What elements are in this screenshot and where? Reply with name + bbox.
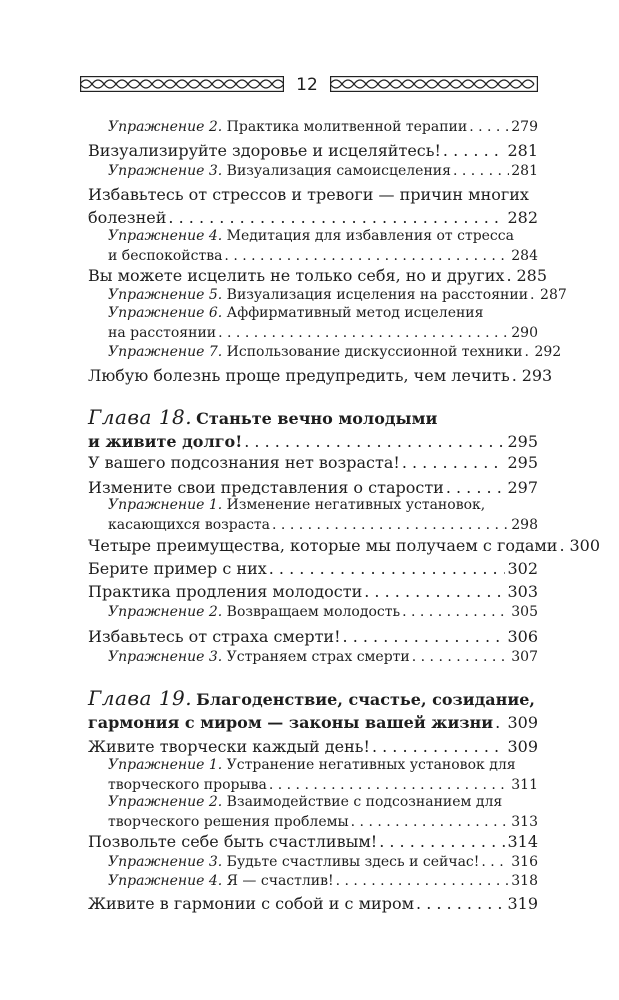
toc-section-entry[interactable]: У вашего подсознания нет возраста! . . . 295 (88, 451, 538, 474)
toc-chapter-entry[interactable]: Глава 18. Станьте вечно молодыми и живите долго! . . . 295 (88, 406, 538, 453)
celtic-knot-border-icon (330, 76, 538, 92)
toc-section-entry[interactable]: Вы можете исцелить не только себя, но и других . . . 285 (88, 264, 538, 287)
toc-exercise-entry[interactable]: Упражнение 3. Устраняем страх смерти . . . 307 (108, 647, 538, 667)
toc-section-entry[interactable]: Четыре преимущества, которые мы получаем с годами . . . 300 (88, 534, 538, 557)
chapter-label: Глава 19. (88, 686, 193, 710)
toc-section-entry[interactable]: Избавьтесь от страха смерти! . . . 306 (88, 625, 538, 648)
toc-section-entry[interactable]: Визуализируйте здоровье и исцеляйтесь! . . . 281 (88, 139, 538, 162)
running-header (80, 72, 538, 102)
toc-exercise-entry[interactable]: Упражнение 3. Будьте счастливы здесь и сейчас! . . . 316 (108, 852, 538, 872)
toc-exercise-entry[interactable]: Упражнение 2. Взаимодействие с подсознанием для творческого решения проблемы . . . 313 (108, 792, 538, 832)
toc-section-entry[interactable]: Практика продления молодости . . . 303 (88, 580, 538, 603)
toc-section-entry[interactable]: Берите пример с них . . . 302 (88, 557, 538, 580)
toc-exercise-entry[interactable]: Упражнение 3. Визуализация самоисцеления . . . 281 (108, 161, 538, 181)
toc-section-entry[interactable]: Живите в гармонии с собой и с миром . . . 319 (88, 892, 538, 915)
page-number: 12 (296, 75, 318, 95)
toc-exercise-entry[interactable]: Упражнение 4. Медитация для избавления от стресса и беспокойства . . . 284 (108, 226, 538, 266)
toc-chapter-entry[interactable]: Глава 19. Благоденствие, счастье, созидание, гармония с миром — законы вашей жизни . . . 309 (88, 687, 538, 734)
toc-exercise-entry[interactable]: Упражнение 2. Практика молитвенной терапии . . . 279 (108, 117, 538, 137)
celtic-knot-border-icon (80, 76, 284, 92)
toc-section-entry[interactable]: Измените свои представления о старости . . . 297 (88, 476, 538, 499)
toc-exercise-entry[interactable]: Упражнение 2. Возвращаем молодость . . . 305 (108, 602, 538, 622)
toc-exercise-entry[interactable]: Упражнение 6. Аффирмативный метод исцеления на расстоянии . . . 290 (108, 303, 538, 343)
toc-exercise-entry[interactable]: Упражнение 1. Устранение негативных установок для творческого прорыва . . . 311 (108, 755, 538, 795)
toc-section-entry[interactable]: Позвольте себе быть счастливым! . . . 314 (88, 830, 538, 853)
toc-section-entry[interactable]: Избавьтесь от стрессов и тревоги — причин многих болезней . . . 282 (88, 183, 538, 229)
chapter-label: Глава 18. (88, 405, 193, 429)
toc-section-entry[interactable]: Живите творчески каждый день! . . . 309 (88, 735, 538, 758)
toc-exercise-entry[interactable]: Упражнение 5. Визуализация исцеления на расстоянии . . . 287 (108, 285, 538, 305)
toc-exercise-entry[interactable]: Упражнение 4. Я — счастлив! . . . 318 (108, 871, 538, 891)
toc-exercise-entry[interactable]: Упражнение 1. Изменение негативных установок, касающихся возраста . . . 298 (108, 495, 538, 535)
toc-exercise-entry[interactable]: Упражнение 7. Использование дискуссионной техники . . . 292 (108, 342, 538, 362)
toc-section-entry[interactable]: Любую болезнь проще предупредить, чем лечить . . . 293 (88, 364, 538, 387)
